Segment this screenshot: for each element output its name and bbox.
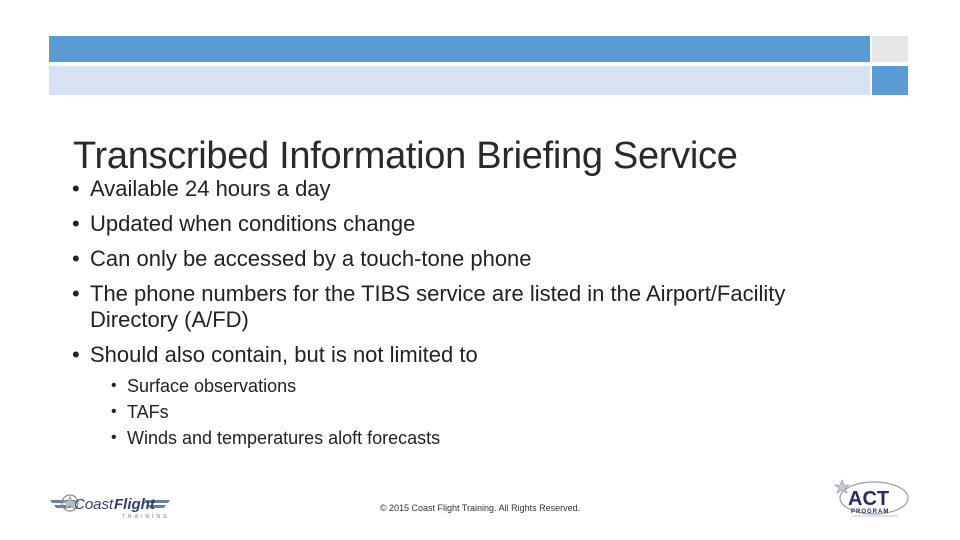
act-program-logo (832, 478, 912, 522)
logo-tagline: TRAINING (122, 514, 170, 520)
sub-bullet-item: • Winds and temperatures aloft forecasts (127, 425, 727, 451)
footer-copyright: © 2015 Coast Flight Training. All Rights Reserved. (379, 503, 581, 513)
header-bar-bottom-side (872, 66, 908, 95)
act-program-logo-icon (832, 478, 912, 522)
slide-title: Transcribed Information Briefing Service (73, 135, 738, 178)
sub-bullet-item: • TAFs (127, 399, 727, 425)
sub-bullet-item: • Surface observations (127, 373, 727, 399)
bullet-item: • The phone numbers for the TIBS service are listed in the Airport/Facility Directory (A/FD) (90, 281, 890, 333)
bullet-item: • Available 24 hours a day (90, 176, 890, 202)
bullet-item: • Should also contain, but is not limited to (90, 342, 890, 368)
header-bar-top-side (872, 36, 908, 62)
logo-brand-a: Coast (74, 496, 114, 513)
act-word: ACT (848, 488, 890, 510)
bullet-item: • Updated when conditions change (90, 211, 890, 237)
act-tagline: PROGRAM (851, 509, 890, 515)
bullet-item: • Can only be accessed by a touch-tone phone (90, 246, 890, 272)
header-bar-top (49, 36, 870, 62)
sub-bullet-list (127, 373, 727, 451)
header-bar-bottom (49, 66, 870, 95)
bullet-list (90, 176, 890, 377)
logo-brand-b: Flight (114, 496, 155, 513)
